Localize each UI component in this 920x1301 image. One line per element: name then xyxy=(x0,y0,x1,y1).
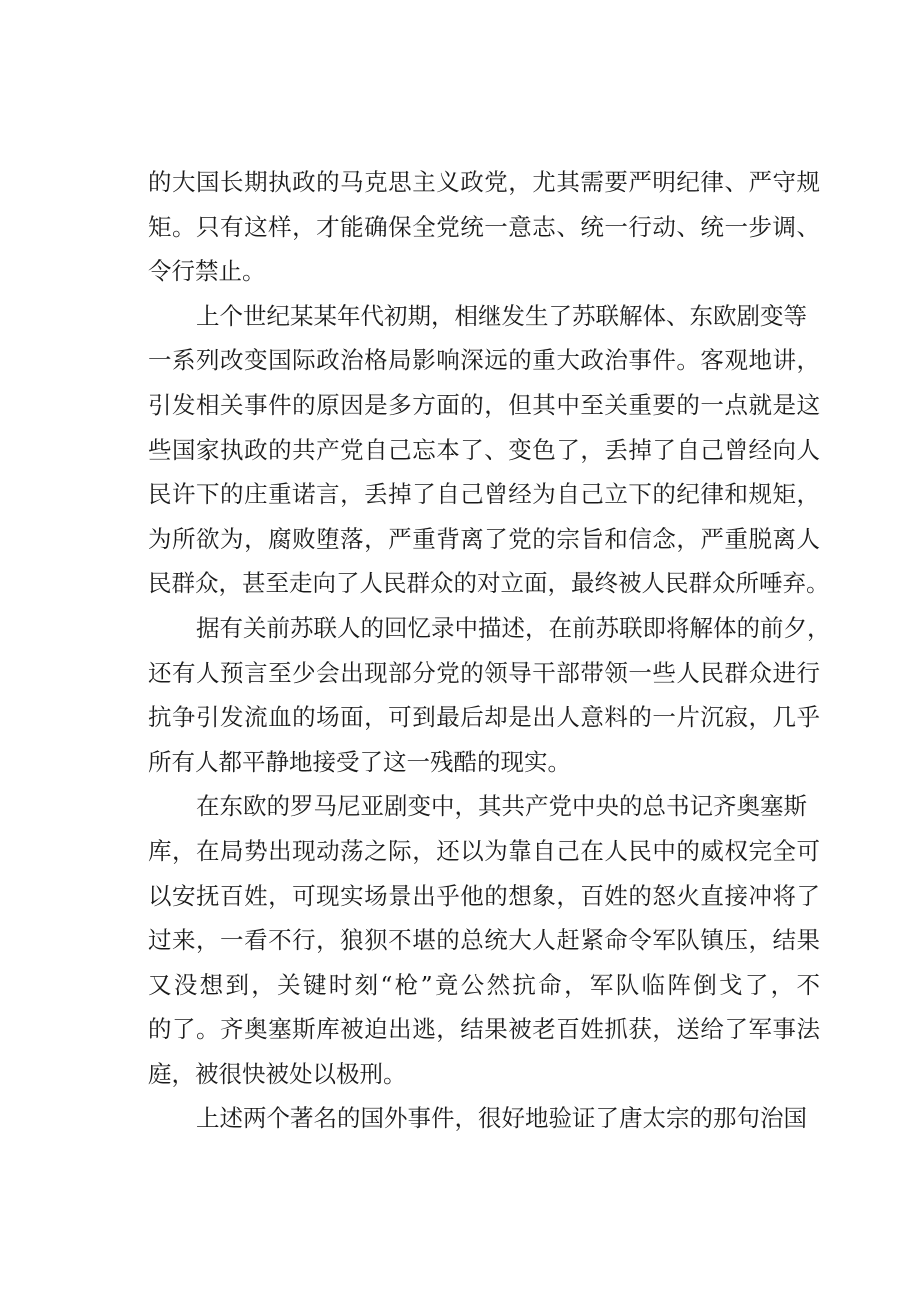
paragraph-first-line: 在东欧的罗马尼亚剧变中，其共产党中央的总书记齐奥塞斯 xyxy=(196,792,807,821)
text-line: 庭，被很快被处以极刑。 xyxy=(148,1059,407,1088)
text-line: 所有人都平静地接受了这一残酷的现实。 xyxy=(148,747,571,776)
text-line: 民许下的庄重诺言，丢掉了自己曾经为自己立下的纪律和规矩， xyxy=(148,480,820,509)
text-line: 的了。齐奥塞斯库被迫出逃，结果被老百姓抓获，送给了军事法 xyxy=(148,1015,820,1044)
text-line: 抗争引发流血的场面，可到最后却是出人意料的一片沉寂，几乎 xyxy=(148,703,820,732)
text-line: 过来，一看不行，狼狈不堪的总统大人赶紧命令军队镇压，结果 xyxy=(148,926,820,955)
text-line: 矩。只有这样，才能确保全党统一意志、统一行动、统一步调、 xyxy=(148,212,820,241)
text-line: 一系列改变国际政治格局影响深远的重大政治事件。客观地讲， xyxy=(148,346,820,375)
body-text xyxy=(148,160,831,1141)
text-line: 又没想到，关键时刻“枪”竟公然抗命，军队临阵倒戈了，不 xyxy=(148,970,820,999)
text-line: 令行禁止。 xyxy=(148,257,266,286)
text-line: 以安抚百姓，可现实场景出乎他的想象，百姓的怒火直接冲将了 xyxy=(148,881,820,910)
text-line: 引发相关事件的原因是多方面的，但其中至关重要的一点就是这 xyxy=(148,390,820,419)
text-line: 还有人预言至少会出现部分党的领导干部带领一些人民群众进行 xyxy=(148,658,820,687)
text-line: 库，在局势出现动荡之际，还以为靠自己在人民中的威权完全可 xyxy=(148,836,820,865)
paragraph-first-line: 上述两个著名的国外事件，很好地验证了唐太宗的那句治国 xyxy=(196,1104,807,1133)
paragraph-first-line: 上个世纪某某年代初期，相继发生了苏联解体、东欧剧变等 xyxy=(196,301,807,330)
paragraph-first-line: 据有关前苏联人的回忆录中描述，在前苏联即将解体的前夕， xyxy=(196,613,831,642)
text-line: 些国家执政的共产党自己忘本了、变色了，丢掉了自己曾经向人 xyxy=(148,435,820,464)
text-line: 的大国长期执政的马克思主义政党，尤其需要严明纪律、严守规 xyxy=(148,168,820,196)
text-line: 为所欲为，腐败堕落，严重背离了党的宗旨和信念，严重脱离人 xyxy=(148,524,820,553)
text-line: 民群众，甚至走向了人民群众的对立面，最终被人民群众所唾弃。 xyxy=(148,569,830,598)
